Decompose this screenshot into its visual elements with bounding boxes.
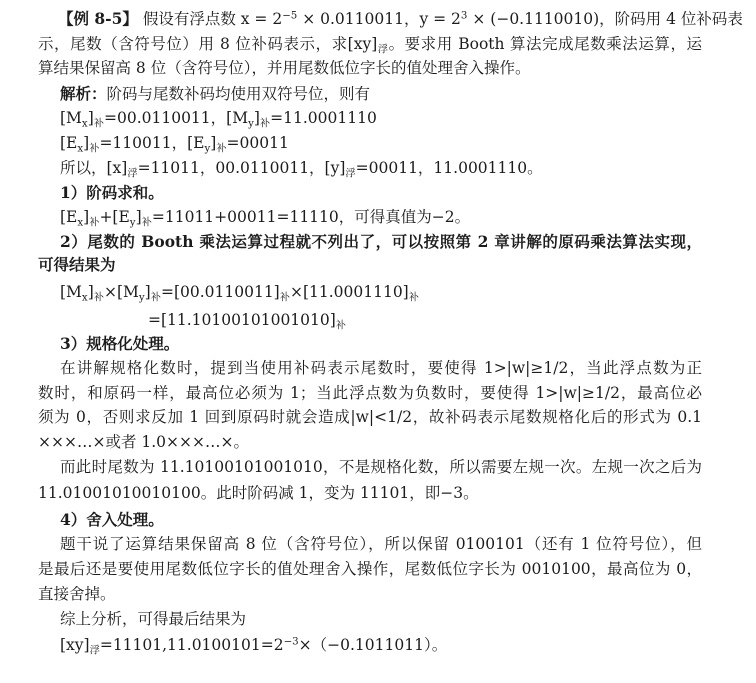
formula-line: [148, 310, 346, 330]
subscript: 补: [150, 292, 161, 304]
text-run: 是最后还是要使用尾数低位字长的值处理舍入操作，尾数低位字长为 0010100，最高位为 0，: [38, 560, 702, 578]
text-run: ]: [210, 134, 217, 152]
subscript: 浮: [89, 645, 100, 657]
text-run: +[E: [99, 208, 130, 226]
example-statement-line: [38, 34, 702, 54]
bold-text: 【例 8-5】: [58, 9, 138, 28]
subscript: y: [204, 143, 211, 155]
formula-line: [60, 133, 289, 153]
subscript: 补: [93, 292, 104, 304]
text-run: =[11.10100101001010]: [148, 311, 336, 329]
subscript: 补: [259, 118, 271, 130]
text-run: 示，尾数（含符号位）用 8 位补码表示，求[xy]: [38, 35, 378, 53]
text-run: ×（−0.1011011）。: [298, 636, 448, 654]
subscript: x: [77, 143, 84, 155]
paragraph-line: [38, 407, 702, 427]
text-run: ×[M: [103, 283, 139, 301]
text-run: 算结果保留高 8 位（含符号位），并用尾数低位字长的值处理舍入操作。: [38, 59, 531, 77]
text-run: ]: [144, 283, 151, 301]
text-run: [E: [60, 134, 78, 152]
subscript: 补: [408, 292, 419, 304]
section-heading: [38, 255, 116, 275]
subscript: x: [81, 292, 88, 304]
subscript: 浮: [127, 168, 138, 180]
text-run: ]: [83, 134, 90, 152]
subscript: x: [77, 217, 84, 229]
bold-text: 4）舍入处理。: [60, 510, 164, 529]
text-run: 11.01001010010100。此时阶码减 1，变为 11101，即−3。: [38, 484, 479, 502]
section-heading: [60, 183, 164, 203]
text-run: [xy]: [60, 636, 90, 654]
section-heading: [60, 232, 702, 252]
subscript: 补: [216, 143, 227, 155]
bold-text: 2）尾数的 Booth 乘法运算过程就不列出了，可以按照第 2 章讲解的原码乘法算法实现，: [60, 232, 702, 251]
text-run: 题干说了运算结果保留高 8 位（含符号位），所以保留 0100101（还有 1 位符号位），但: [60, 535, 702, 553]
formula-line: [60, 158, 543, 178]
subscript: 补: [279, 292, 290, 304]
example-statement-line: [38, 58, 530, 78]
text-run: 数时，和原码一样，最高位必须为 1；当此浮点数为负数时，要使得 1>|w|≥1/2，最高位必: [38, 384, 702, 402]
paragraph-line: [60, 358, 702, 378]
formula-line: [60, 108, 377, 128]
text-run: =00011，11.0001110。: [355, 159, 543, 177]
text-run: × 0.0110011，y = 2: [297, 10, 461, 28]
section-heading: [60, 334, 179, 354]
subscript: 补: [89, 143, 100, 155]
paragraph-line: [38, 483, 479, 503]
text-run: [M: [60, 283, 82, 301]
text-run: =11101,11.0100101=2: [99, 636, 284, 654]
text-run: 假设有浮点数 x = 2: [137, 10, 283, 28]
paragraph-line: [38, 383, 702, 403]
text-run: =00.0110011，[M: [103, 109, 249, 127]
text-run: 综上分析，可得最后结果为: [60, 610, 247, 628]
subscript: x: [81, 118, 88, 130]
formula-line: [60, 282, 419, 302]
bold-text: 解析：: [60, 84, 107, 103]
text-run: 在讲解规格化数时，提到当使用补码表示尾数时，要使得 1>|w|≥1/2，当此浮点数为正: [60, 359, 702, 377]
subscript: 补: [89, 217, 100, 229]
superscript: −3: [283, 636, 299, 648]
text-run: ×[11.0001110]: [289, 283, 409, 301]
paragraph-line: [38, 559, 702, 579]
subscript: y: [129, 217, 136, 229]
subscript: 补: [93, 118, 104, 130]
text-run: ]: [83, 208, 90, 226]
text-run: 所以，[x]: [60, 159, 128, 177]
text-run: ]: [135, 208, 142, 226]
subscript: 补: [141, 217, 152, 229]
text-run: =110011，[E: [99, 134, 205, 152]
text-run: 须为 0，否则求反加 1 回到原码时就会造成|w|<1/2，故补码表示尾数规格化后的形式为 0.1: [38, 408, 702, 426]
text-run: ]: [253, 109, 260, 127]
bold-text: 可得结果为: [38, 255, 116, 274]
solution-intro-line: [60, 84, 370, 104]
example-statement-line: [58, 9, 743, 29]
subscript: 补: [335, 320, 347, 332]
subscript: y: [138, 292, 145, 304]
result-formula-line: [60, 635, 447, 655]
paragraph-line: [38, 584, 116, 604]
bold-text: 1）阶码求和。: [60, 183, 164, 202]
paragraph-line: [60, 457, 702, 477]
text-run: ]: [87, 109, 94, 127]
text-run: =11011，00.0110011，[y]: [137, 159, 346, 177]
paragraph-line: [60, 534, 702, 554]
text-run: 而此时尾数为 11.10100101001010，不是规格化数，所以需要左规一次。左规一次之后为: [60, 458, 702, 476]
text-run: =[00.0110011]: [160, 283, 280, 301]
text-run: =11.0001110: [270, 109, 377, 127]
text-run: =00011: [226, 134, 289, 152]
paragraph-line: [38, 432, 249, 452]
formula-line: [60, 207, 470, 227]
bold-text: 3）规格化处理。: [60, 334, 180, 353]
subscript: 浮: [345, 168, 356, 180]
text-run: =11011+00011=11110，可得真值为−2。: [151, 208, 471, 226]
text-run: [M: [60, 109, 82, 127]
text-run: ]: [87, 283, 94, 301]
section-heading: [60, 510, 164, 530]
text-run: 。要求用 Booth 算法完成尾数乘法运算，运: [388, 35, 702, 53]
text-run: ×××…×或者 1.0×××…×。: [38, 433, 249, 451]
subscript: 浮: [377, 44, 389, 56]
subscript: y: [248, 118, 254, 130]
superscript: −5: [282, 10, 298, 22]
paragraph-line: [60, 609, 246, 629]
text-run: 阶码与尾数补码均使用双符号位，则有: [106, 85, 371, 103]
text-run: [E: [60, 208, 78, 226]
text-run: × (−0.1110010)，阶码用 4 位补码表: [467, 10, 743, 28]
superscript: 3: [460, 10, 468, 22]
text-run: 直接舍掉。: [38, 585, 116, 603]
